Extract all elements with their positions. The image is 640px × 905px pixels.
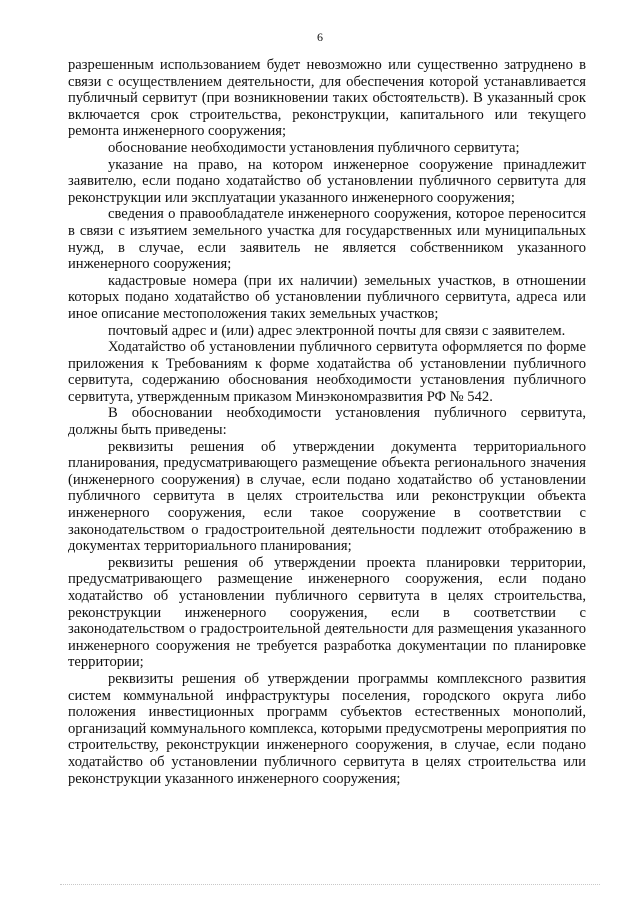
page-number: 6 [317,30,323,44]
paragraph: почтовый адрес и (или) адрес электронной почты для связи с заявителем. [108,322,566,339]
paragraph: реквизиты решения об утверждении программы комплексного развития систем коммунальной инфраструктуры поселения, городского округа либо положения инвестиционных программ субъектов естественных монополий, организаций коммунального комплекса, которыми предусмотрены мероприятия по строительству, реконструкции инженерного сооружения, в случае, если подано ходатайство об установлении публичного сервитута в целях строительства или реконструкции указанного инженерного сооружения; [68,670,586,787]
document-body [68,57,586,787]
paragraph: указание на право, на котором инженерное сооружение принадлежит заявителю, если подано ходатайство об установлении публичного сервитута для реконструкции или эксплуатации указанного инженерного сооружения; [68,156,586,206]
paragraph: кадастровые номера (при их наличии) земельных участков, в отношении которых подано ходатайство об установлении публичного сервитута, адреса или иное описание местоположения таких земельных участков; [68,272,586,322]
paragraph: реквизиты решения об утверждении проекта планировки территории, предусматривающего размещение инженерного сооружения, если подано ходатайство об установлении публичного сервитута в целях строительства, реконструкции инженерного сооружения, если в соответствии с законодательством о градостроительной деятельности для размещения указанного инженерного сооружения не требуется разработка документации по планировке территории; [68,554,586,671]
paragraph: В обосновании необходимости установления публичного сервитута, должны быть приведены: [68,405,586,439]
paragraph: разрешенным использованием будет невозможно или существенно затруднено в связи с осуществлением деятельности, для обеспечения которой устанавливается публичный сервитут (при возникновении таких обстоятельств). В указанный срок включается срок строительства, реконструкции, капитального или текущего ремонта инженерного сооружения; [68,57,586,140]
paragraph: Ходатайство об установлении публичного сервитута оформляется по форме приложения к Требованиям к форме ходатайства об установлении публичного сервитута, содержанию обоснования необходимости установления публичного сервитута, утвержденным приказом Минэкономразвития РФ № 542. [68,339,586,405]
scan-edge-line [60,884,600,885]
paragraph: сведения о правообладателе инженерного сооружения, которое переносится в связи с изъятием земельного участка для государственных или муниципальных нужд, в случае, если заявитель не является собственником указанного инженерного сооружения; [68,206,586,273]
paragraph: обоснование необходимости установления публичного сервитута; [108,139,520,156]
paragraph: реквизиты решения об утверждении документа территориального планирования, предусматривающего размещение объекта регионального значения (инженерного сооружения) в случае, если подано ходатайство об установлении публичного сервитута в целях строительства или реконструкции объекта инженерного сооружения, если такое сооружение в соответствии с законодательством о градостроительной деятельности подлежит отображению в документах территориального планирования; [68,438,586,555]
